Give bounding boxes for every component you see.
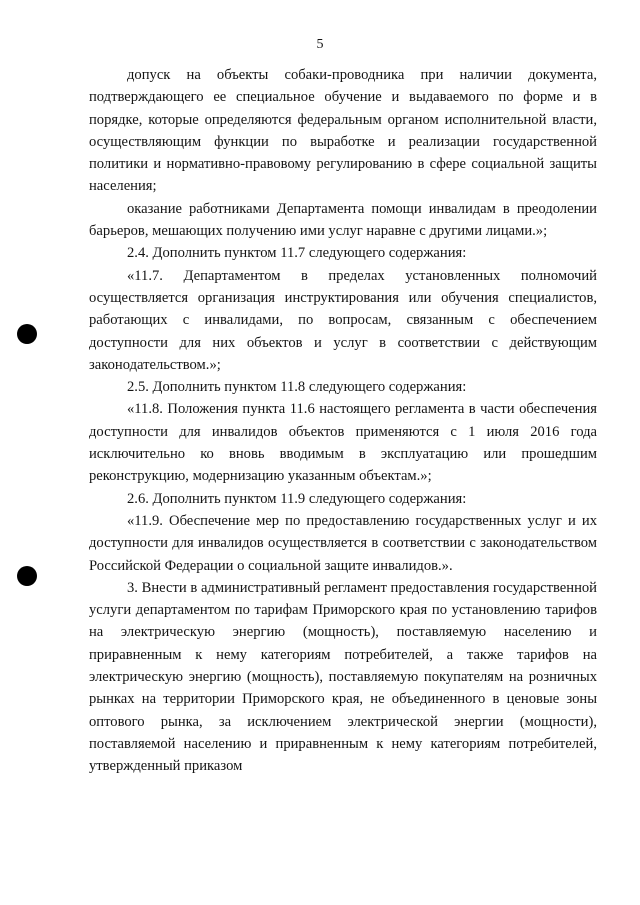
page-number: 5 <box>316 37 324 52</box>
paragraph-2-4: 2.4. Дополнить пунктом 11.7 следующего содержания: <box>127 245 467 262</box>
paragraph-2-5: 2.5. Дополнить пунктом 11.8 следующего содержания: <box>127 379 467 396</box>
paragraph-11-9: «11.9. Обеспечение мер по предоставлению государственных услуг и их доступности для инвалидов осуществляется в соответствии с законодательством Российской Федерации о социальной защите инвалидов.». <box>89 512 597 574</box>
paragraph-staff-assistance: оказание работниками Департамента помощи инвалидам в преодолении барьеров, мешающих получению ими услуг наравне с другими лицами.»; <box>89 200 597 240</box>
document-body <box>89 64 597 778</box>
paragraph-3: 3. Внести в административный регламент предоставления государственной услуги департаментом по тарифам Приморского края по установлению тарифов на электрическую энергию (мощность), поставляемую населению и приравненным к нему категориям потребителей, а также тарифов на электрическую энергию (мощность), поставляемую покупателям на розничных рынках на территории Приморского края, не объединенного в ценовые зоны оптового рынка, за исключением электрической энергии (мощности), поставляемой населению и приравненным к нему категориям потребителей, утвержденный приказом <box>89 579 597 775</box>
punch-hole-top <box>17 324 37 344</box>
paragraph-2-6: 2.6. Дополнить пунктом 11.9 следующего содержания: <box>127 490 467 507</box>
paragraph-11-7: «11.7. Департаментом в пределах установленных полномочий осуществляется организация инструктирования или обучения специалистов, работающих с инвалидами, по вопросам, связанным с обеспечением доступности для них объектов и услуг в соответствии с действующим законодательством.»; <box>89 267 597 373</box>
paragraph-11-8: «11.8. Положения пункта 11.6 настоящего регламента в части обеспечения доступности для инвалидов объектов применяются с 1 июля 2016 года исключительно ко вновь вводимым в эксплуатацию или прошедшим реконструкцию, модернизацию указанным объектам.»; <box>89 401 597 485</box>
paragraph-guide-dog: допуск на объекты собаки-проводника при наличии документа, подтверждающего ее специальное обучение и выдаваемого по форме и в порядке, которые определяются федеральным органом исполнительной власти, осуществляющим функции по выработке и реализации государственной политики и нормативно-правовому регулированию в сфере социальной защиты населения; <box>89 67 597 195</box>
punch-hole-bottom <box>17 566 37 586</box>
